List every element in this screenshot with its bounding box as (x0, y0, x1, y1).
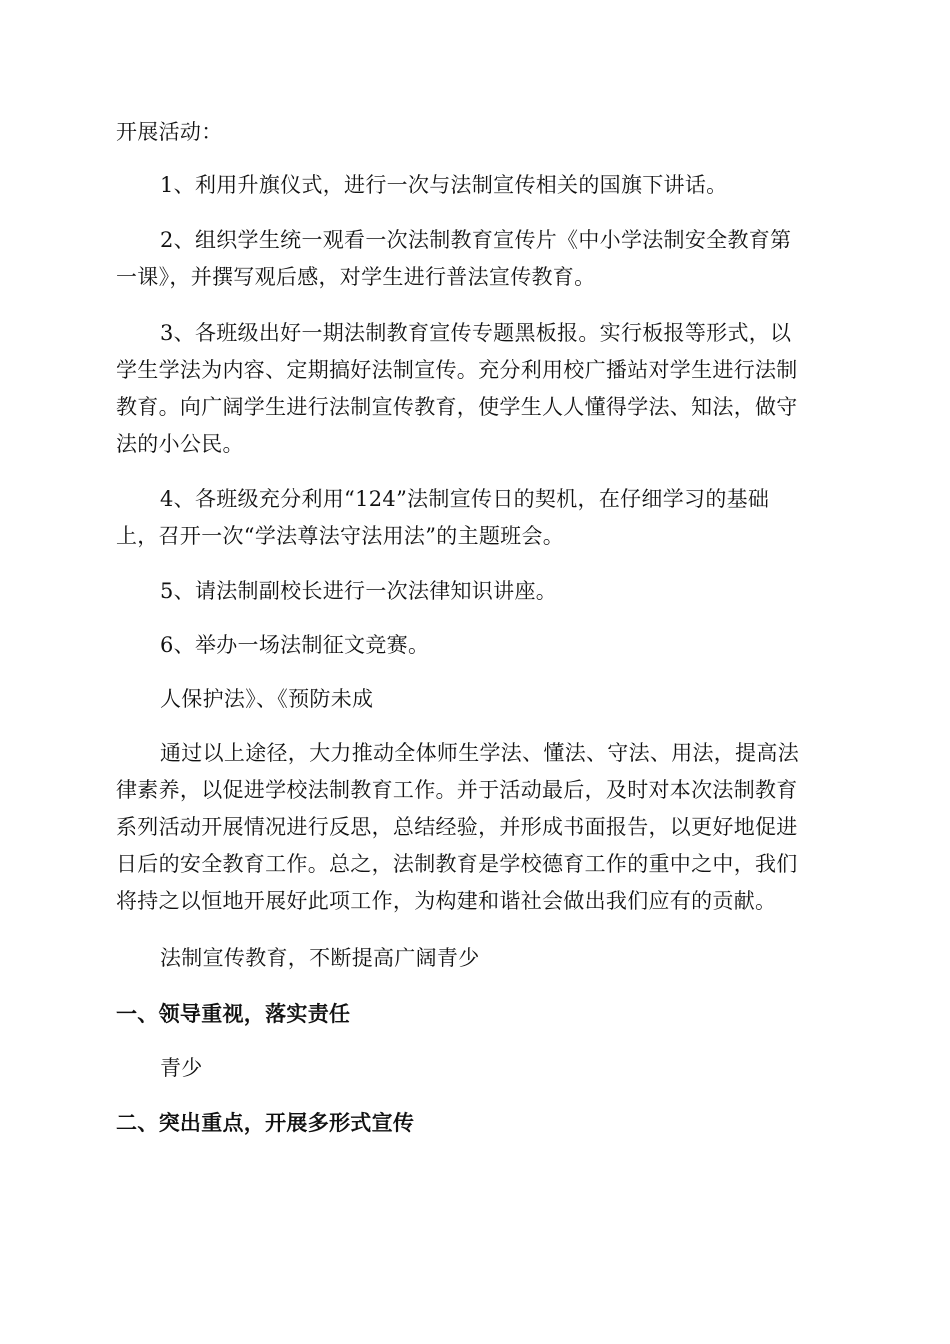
activity-3-line-4: 法的小公民。 (116, 432, 244, 456)
intro-line: 开展活动： (116, 120, 223, 144)
activity-3-line-3: 教育。向广阔学生进行法制宣传教育，使学生人人懂得学法、知法，做守 (116, 395, 798, 419)
activity-4-line-2: 上，召开一次“学法尊法守法用法”的主题班会。 (116, 524, 565, 548)
summary-line-1: 通过以上途径，大力推动全体师生学法、懂法、守法、用法，提高法 (160, 741, 799, 765)
activity-1: 1、利用升旗仪式，进行一次与法制宣传相关的国旗下讲话。 (160, 173, 728, 197)
fragment-line-3: 青少 (160, 1056, 203, 1080)
activity-5: 5、请法制副校长进行一次法律知识讲座。 (160, 579, 558, 603)
summary-line-5: 将持之以恒地开展好此项工作，为构建和谐社会做出我们应有的贡献。 (116, 889, 777, 913)
fragment-line-2: 法制宣传教育，不断提高广阔青少 (160, 946, 480, 970)
section-heading-2: 二、突出重点，开展多形式宣传 (116, 1111, 415, 1135)
summary-line-3: 系列活动开展情况进行反思，总结经验，并形成书面报告，以更好地促进 (116, 815, 798, 839)
summary-line-2: 律素养，以促进学校法制教育工作。并于活动最后，及时对本次法制教育 (116, 778, 798, 802)
activity-4-line-1: 4、各班级充分利用“124”法制宣传日的契机，在仔细学习的基础 (160, 487, 770, 511)
fragment-line-1: 人保护法》、《预防未成 (160, 687, 374, 711)
activity-6: 6、举办一场法制征文竞赛。 (160, 633, 430, 657)
activity-2-line-1: 2、组织学生统一观看一次法制教育宣传片《中小学法制安全教育第 (160, 228, 792, 252)
activity-3-line-2: 学生学法为内容、定期搞好法制宣传。充分利用校广播站对学生进行法制 (116, 358, 798, 382)
activity-3-line-1: 3、各班级出好一期法制教育宣传专题黑板报。实行板报等形式，以 (160, 321, 792, 345)
activity-2-line-2: 一课》，并撰写观后感，对学生进行普法宣传教育。 (116, 265, 596, 289)
summary-line-4: 日后的安全教育工作。总之，法制教育是学校德育工作的重中之中，我们 (116, 852, 798, 876)
section-heading-1: 一、领导重视，落实责任 (116, 1002, 351, 1026)
